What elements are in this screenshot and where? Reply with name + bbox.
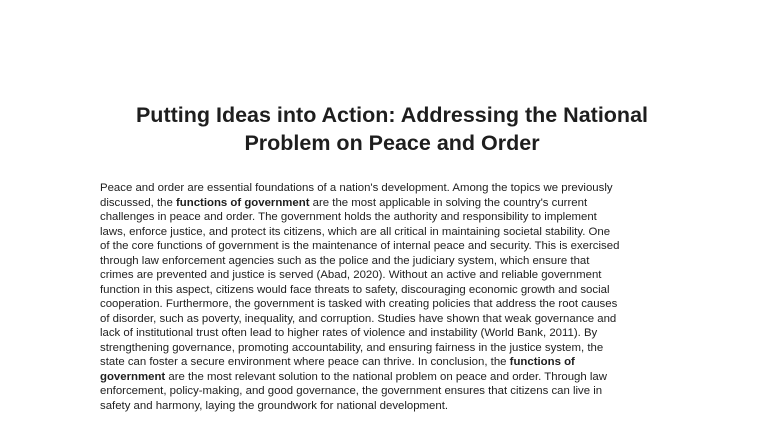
body-paragraph	[100, 181, 690, 413]
paragraph-line: function in this aspect, citizens would face threats to safety, discouraging economic growth and social	[100, 283, 610, 296]
document-title	[60, 101, 724, 157]
paragraph-line: lack of institutional trust often lead to higher rates of violence and instability (World Bank, 2011). By	[100, 327, 598, 339]
bold-term: functions of	[509, 356, 575, 368]
paragraph-line	[100, 355, 690, 370]
paragraph-line: through law enforcement agencies such as the police and the judiciary system, which ensure that	[100, 254, 590, 267]
paragraph-line: crimes are prevented and justice is served (Abad, 2020). Without an active and reliable government	[100, 269, 602, 281]
bold-term: functions of government	[175, 196, 310, 209]
paragraph-line: enforcement, policy-making, and good governance, the government ensures that citizens can live in	[100, 385, 603, 397]
title-line-2: Problem on Peace and Order	[244, 131, 540, 155]
paragraph-line: challenges in peace and order. The government holds the authority and responsibility to implement	[100, 211, 597, 223]
paragraph-line	[100, 370, 690, 385]
paragraph-line	[100, 196, 690, 211]
paragraph-text: are the most applicable in solving the country's current	[309, 196, 588, 209]
paragraph-line: safety and harmony, laying the groundwork for national development.	[100, 399, 449, 412]
paragraph-line: laws, enforce justice, and protect its citizens, which are all critical in maintaining societal stability. One	[100, 225, 611, 238]
paragraph-line: of disorder, such as poverty, inequality, and corruption. Studies have shown that weak governance and	[100, 312, 617, 325]
paragraph-line: strengthening governance, promoting accountability, and ensuring fairness in the justice system, the	[100, 341, 604, 354]
paragraph-line: of the core functions of government is the maintenance of internal peace and security. This is exercised	[100, 240, 620, 252]
title-line-1: Putting Ideas into Action: Addressing the National	[135, 103, 649, 127]
paragraph-text: are the most relevant solution to the national problem on peace and order. Through law	[165, 370, 607, 383]
bold-term: government	[100, 370, 166, 383]
paragraph-line: Peace and order are essential foundations of a nation's development. Among the topics we previously	[100, 182, 613, 194]
paragraph-line: cooperation. Furthermore, the government is tasked with creating policies that address the root causes	[100, 298, 618, 310]
paragraph-text: state can foster a secure environment where peace can thrive. In conclusion, the	[100, 356, 510, 368]
paragraph-text: discussed, the	[100, 196, 176, 209]
